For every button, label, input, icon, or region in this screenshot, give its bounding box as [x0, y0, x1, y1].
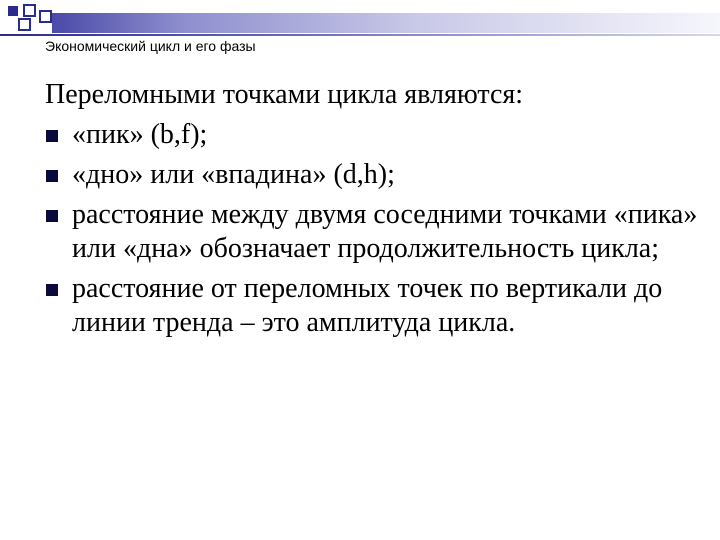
- bullet-text: «дно» или «впадина» (d,h);: [72, 159, 395, 190]
- square-bullet-icon: [46, 170, 58, 182]
- header-divider: [0, 34, 720, 36]
- lead-text: Переломными точками цикла являются:: [45, 79, 524, 110]
- bullet-list: [45, 118, 705, 340]
- square-bullet-icon: [46, 210, 58, 222]
- bullet-text: расстояние между двумя соседними точками «пика» или «дна» обозначает продолжительность цикла;: [72, 199, 698, 264]
- slide-subtitle: Экономический цикл и его фазы: [45, 38, 256, 54]
- decor-square-icon: [23, 4, 36, 17]
- list-item: [45, 272, 705, 340]
- decor-square-icon: [39, 10, 52, 23]
- square-bullet-icon: [46, 284, 58, 296]
- list-item: [45, 158, 705, 192]
- bullet-text: «пик» (b,f);: [72, 119, 208, 150]
- slide-content: [45, 78, 705, 346]
- list-item: [45, 198, 705, 266]
- header-bar: [52, 13, 720, 33]
- square-bullet-icon: [46, 130, 58, 142]
- bullet-text: расстояние от переломных точек по вертикали до линии тренда – это амплитуда цикла.: [72, 273, 663, 338]
- list-item: [45, 118, 705, 152]
- decor-square-icon: [18, 18, 31, 31]
- decor-square-icon: [8, 6, 18, 16]
